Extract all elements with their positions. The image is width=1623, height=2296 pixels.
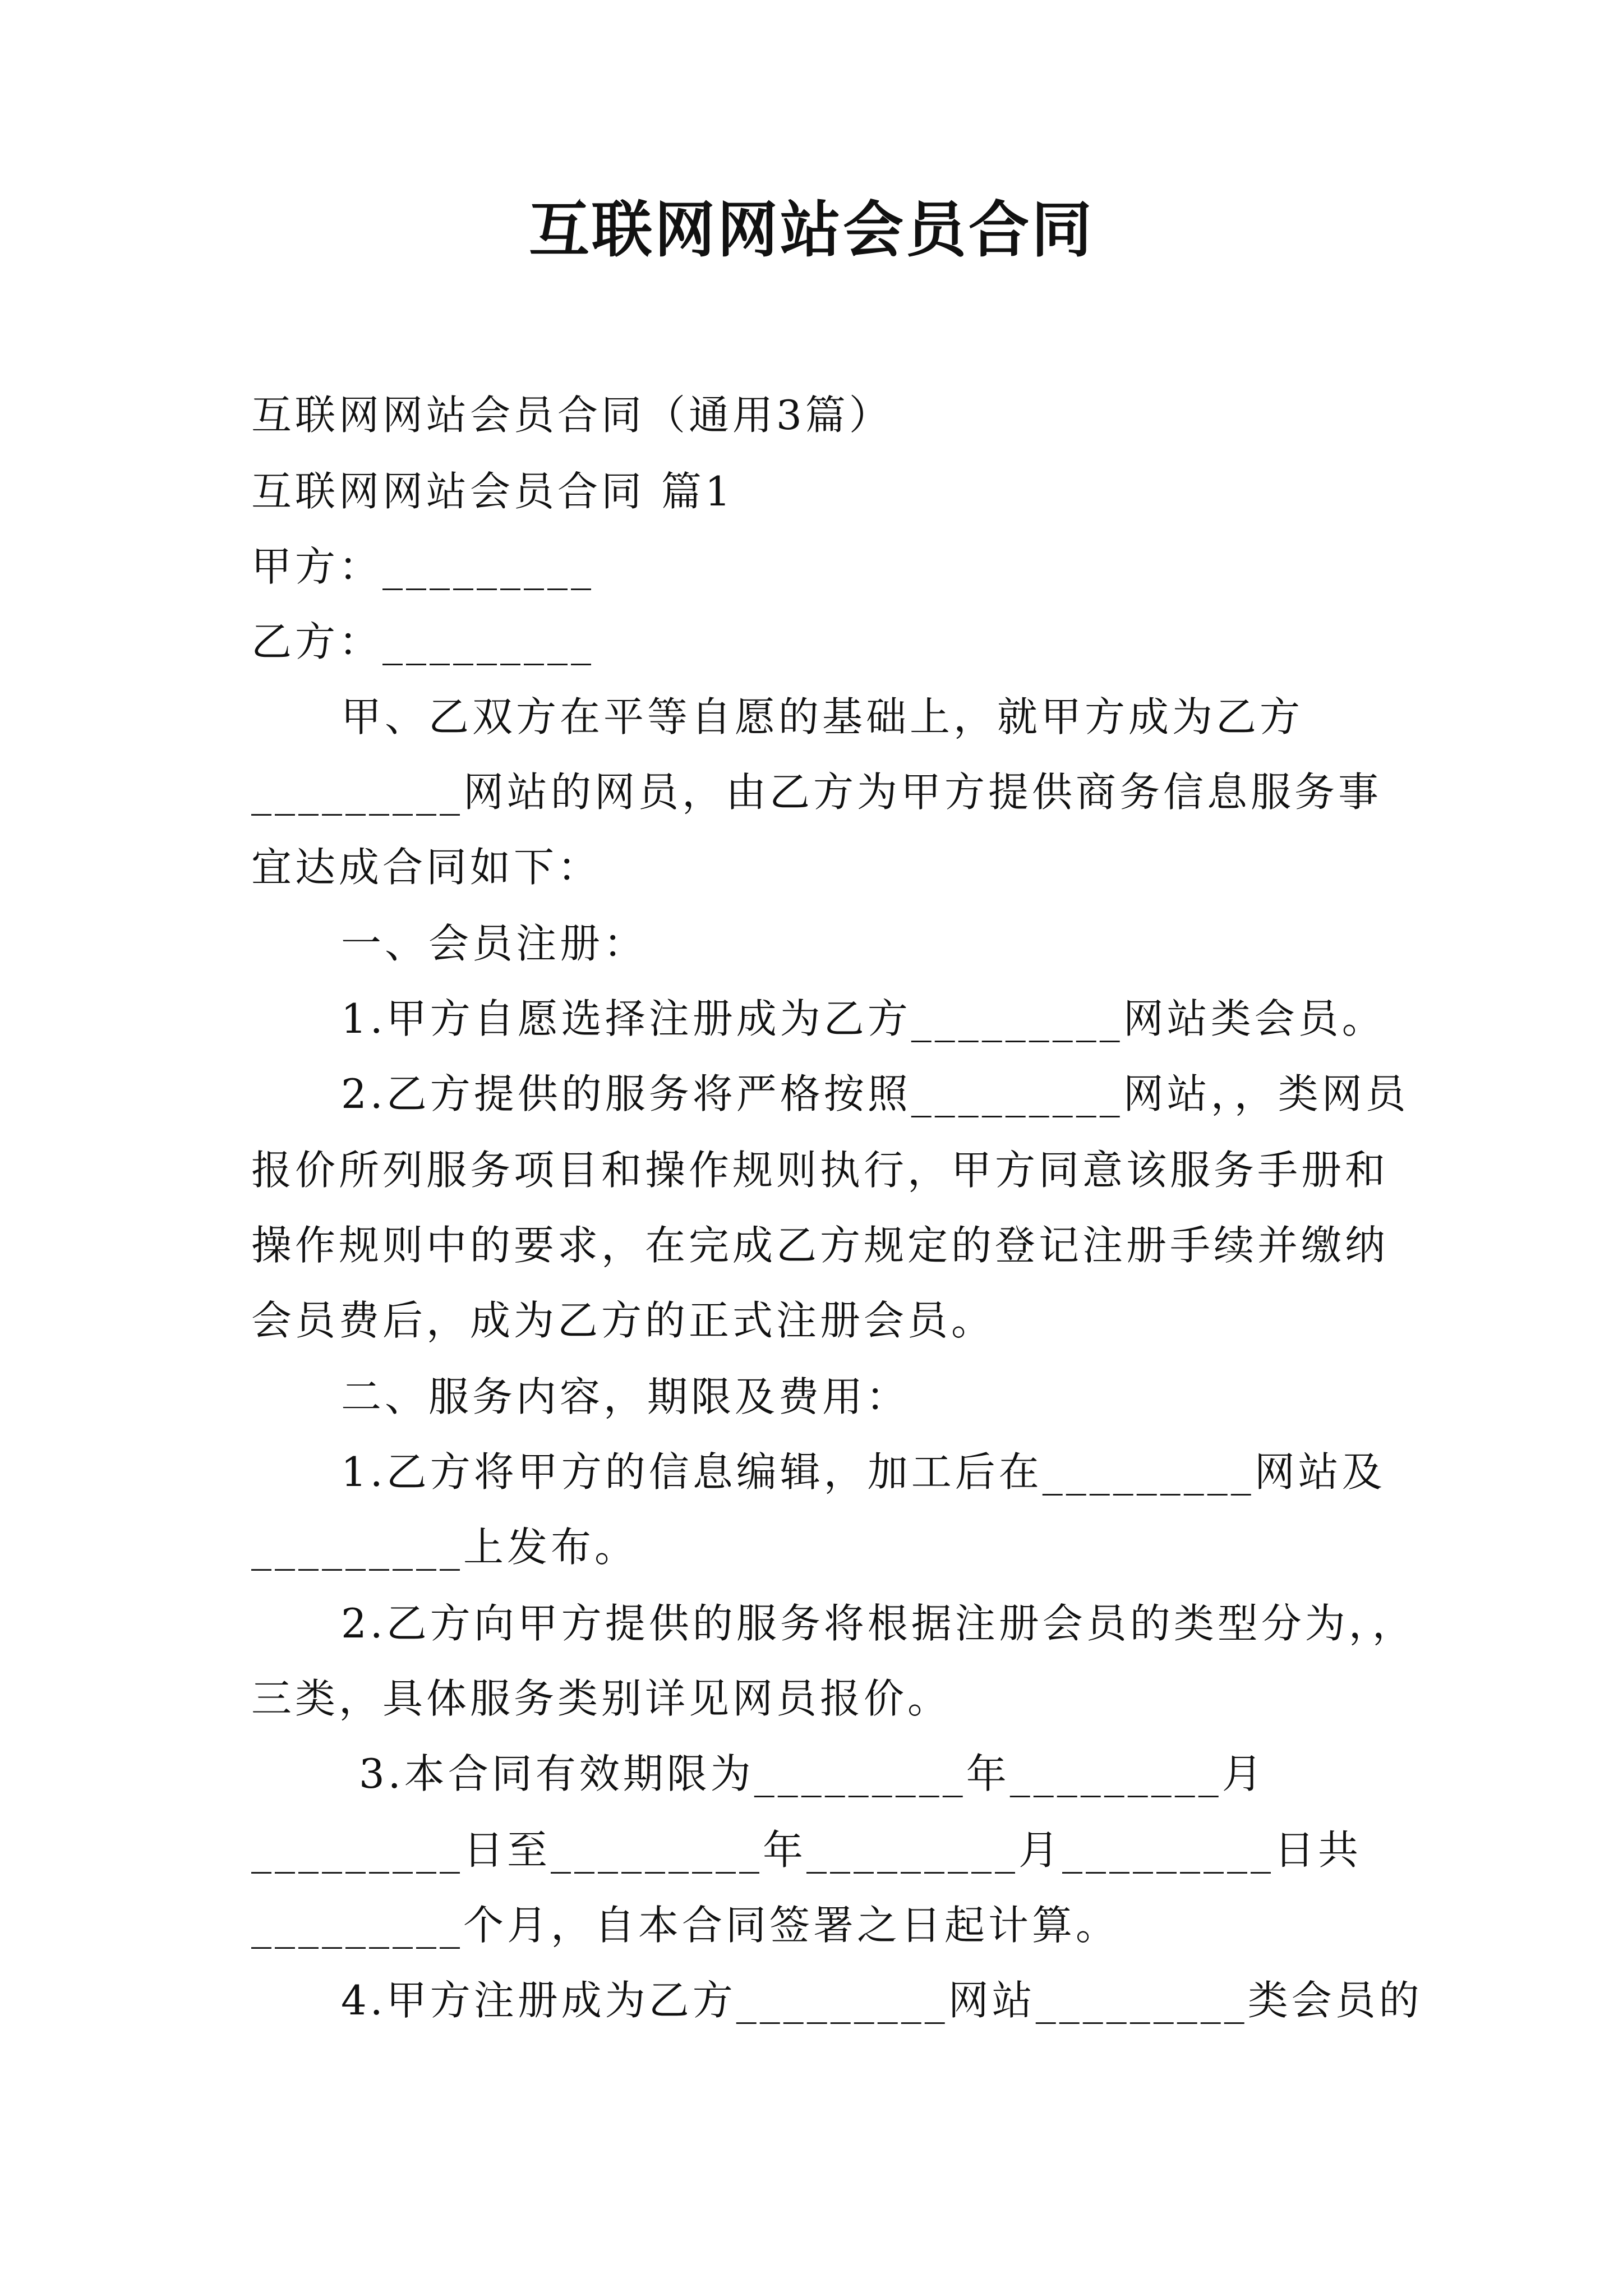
doc-line: 会员费后，成为乙方的正式注册会员。 [251, 1297, 995, 1344]
doc-line: 3.本合同有效期限为_________年_________月 [359, 1750, 1266, 1797]
doc-line: 宜达成合同如下： [251, 844, 602, 891]
doc-line: 2.乙方提供的服务将严格按照_________网站，，类网员 [341, 1070, 1409, 1117]
doc-line: 一、会员注册： [341, 920, 648, 967]
doc-line: 甲、乙双方在平等自愿的基础上，就甲方成为乙方 [341, 693, 1304, 740]
doc-line: _________网站的网员，由乙方为甲方提供商务信息服务事 [251, 769, 1382, 816]
doc-line: 4.甲方注册成为乙方_________网站_________类会员的 [341, 1977, 1423, 2024]
doc-line: 互联网网站会员合同 篇1 [251, 468, 734, 515]
doc-line: 二、服务内容，期限及费用： [341, 1373, 910, 1420]
doc-line: 甲方：_________ [251, 543, 595, 590]
document-title: 互联网网站会员合同 [528, 195, 1094, 265]
doc-line: 操作规则中的要求，在完成乙方规定的登记注册手续并缴纳 [251, 1222, 1389, 1269]
doc-line: 乙方：_________ [251, 618, 595, 665]
doc-line: _________日至_________年_________月_________日共 [251, 1826, 1362, 1874]
doc-line: 1.甲方自愿选择注册成为乙方_________网站类会员。 [341, 995, 1386, 1042]
doc-line: 2.乙方向甲方提供的服务将根据注册会员的类型分为，， [341, 1600, 1416, 1647]
doc-line: _________个月，自本合同签署之日起计算。 [251, 1902, 1120, 1949]
doc-line: 1.乙方将甲方的信息编辑，加工后在_________网站及 [341, 1448, 1386, 1496]
doc-line: 互联网网站会员合同（通用3篇） [251, 392, 893, 439]
doc-line: _________上发布。 [251, 1524, 639, 1571]
doc-line: 三类，具体服务类别详见网员报价。 [251, 1675, 952, 1722]
doc-line: 报价所列服务项目和操作规则执行，甲方同意该服务手册和 [251, 1147, 1389, 1194]
